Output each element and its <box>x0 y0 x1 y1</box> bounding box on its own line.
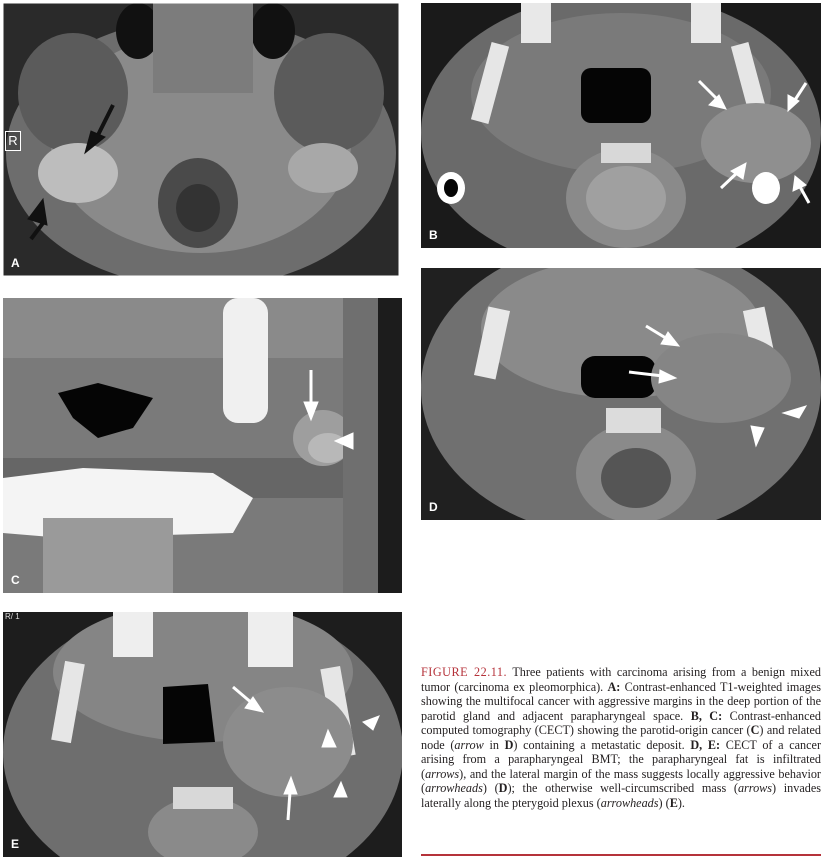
caption-segment: ) and related node ( <box>421 723 821 752</box>
panel-d-image <box>421 268 821 520</box>
caption-segment: A: <box>607 679 621 694</box>
caption-segment: ), and the lateral margin of the mass suggests locally aggressive behavior ( <box>421 766 821 795</box>
caption-segment: D <box>504 737 514 752</box>
caption-segment: arrows <box>737 781 773 795</box>
caption-segment: ) containing a metastatic deposit. <box>513 737 691 752</box>
caption-body <box>421 665 821 810</box>
caption-segment: arrowheads <box>425 781 483 795</box>
panel-e-label: E <box>11 837 20 851</box>
panel-a-label: A <box>11 256 20 270</box>
panel-c <box>3 298 402 593</box>
panel-b-label: B <box>429 228 438 242</box>
orientation-marker: R <box>5 131 21 151</box>
caption-segment: ) ( <box>482 781 499 795</box>
panel-e-image <box>3 612 402 857</box>
caption-segment: D, E: <box>690 737 721 752</box>
caption-rule <box>421 854 821 856</box>
corner-annotation: R/ 1 <box>5 612 20 621</box>
panel-b-image <box>421 3 821 248</box>
caption-segment: arrows <box>425 766 460 781</box>
panel-c-image <box>3 298 402 593</box>
caption-segment: ) invades laterally along the pterygoid plexus ( <box>421 781 821 810</box>
figure-caption <box>421 665 821 810</box>
caption-segment: B, C: <box>690 708 723 723</box>
caption-segment: arrowheads <box>600 795 659 810</box>
figure-number: FIGURE 22.11. <box>421 665 508 679</box>
caption-segment: Contrast-enhanced T1-weighted images showing the multifocal cancer with aggressive margins in the deep portion of the parotid gland and adjacent parapharyngeal space. <box>421 679 821 723</box>
caption-segment: E <box>669 795 678 810</box>
caption-segment: Contrast-enhanced computed tomography (CECT) showing the parotid-origin cancer ( <box>421 708 821 737</box>
caption-segment: ) ( <box>658 795 670 810</box>
caption-segment: CECT of a cancer arising from a parapharyngeal BMT; the parapharyngeal fat is infiltrated ( <box>421 737 822 781</box>
caption-segment: Three patients with carcinoma arising from a benign mixed tumor (carcinoma ex pleomorphica). <box>421 665 821 694</box>
caption-segment: ); the otherwise well-circumscribed mass ( <box>507 781 738 795</box>
panel-c-label: C <box>11 573 20 587</box>
panel-a <box>3 3 399 276</box>
caption-segment: in <box>483 737 505 752</box>
panel-d-label: D <box>429 500 438 514</box>
caption-segment: arrow <box>454 737 484 752</box>
caption-segment: ). <box>677 795 685 810</box>
panel-b <box>421 3 821 248</box>
panel-d <box>421 268 821 520</box>
panel-a-image <box>3 3 399 276</box>
caption-segment: D <box>498 781 508 795</box>
panel-e <box>3 612 402 857</box>
caption-segment: C <box>750 723 760 737</box>
